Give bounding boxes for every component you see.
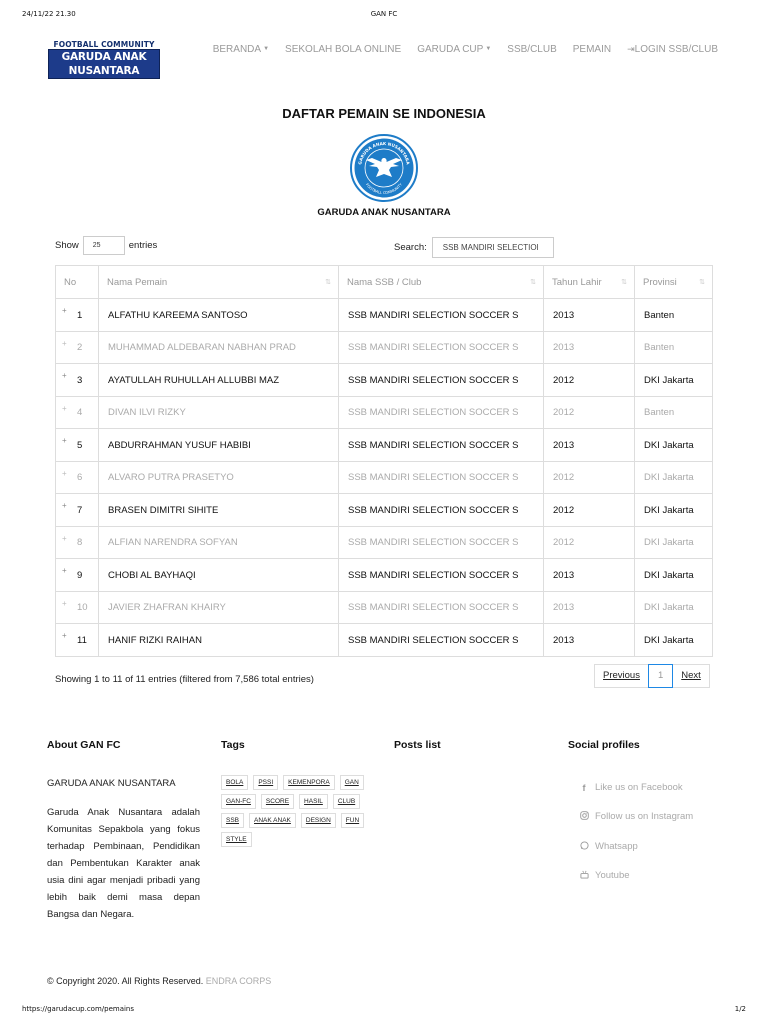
expand-icon[interactable]: +	[62, 534, 67, 543]
cell-tahun-lahir: 2013	[544, 624, 635, 657]
cell-tahun-lahir: 2012	[544, 527, 635, 559]
cell-no[interactable]: + 2	[56, 332, 99, 364]
header-label: Provinsi	[643, 276, 677, 288]
search-label: Search:	[394, 242, 427, 253]
facebook-icon: f	[582, 782, 586, 793]
nav-menu	[213, 44, 718, 55]
logo-line-2: GARUDA ANAK NUSANTARA	[48, 49, 160, 79]
table-row[interactable]	[56, 559, 713, 592]
club-emblem-icon	[348, 134, 420, 202]
column-header-tahun-lahir[interactable]	[544, 266, 635, 299]
cell-provinsi: DKI Jakarta	[635, 559, 713, 592]
tag-link[interactable]: GAN-FC	[221, 794, 256, 809]
header-label: No	[64, 276, 77, 288]
cell-nama-pemain: CHOBI AL BAYHAQI	[99, 559, 339, 592]
cell-nama-ssb: SSB MANDIRI SELECTION SOCCER S	[339, 494, 544, 527]
social-link-facebook[interactable]	[579, 782, 683, 793]
cell-provinsi: DKI Jakarta	[635, 364, 713, 397]
column-header-nama-ssb[interactable]	[339, 266, 544, 299]
cell-no[interactable]: + 6	[56, 462, 99, 494]
footer-about-title: About GAN FC	[47, 739, 121, 751]
tag-link[interactable]: DESIGN	[301, 813, 336, 828]
cell-provinsi: DKI Jakarta	[635, 429, 713, 462]
expand-icon[interactable]: +	[62, 306, 67, 315]
expand-icon[interactable]: +	[62, 339, 67, 348]
expand-icon[interactable]: +	[62, 631, 67, 640]
cell-nama-ssb: SSB MANDIRI SELECTION SOCCER S	[339, 299, 544, 332]
tag-link[interactable]: STYLE	[221, 832, 252, 847]
cell-no[interactable]: + 8	[56, 527, 99, 559]
about-description: Garuda Anak Nusantara adalah Komunitas Sepakbola yang fokus terhadap Pembinaan, Pendidikan dan Pembentukan Karakter anak usia dini agar menjadi pribadi yang lebih baik demi masa depan Bangsa dan Negara.	[47, 807, 200, 920]
logo-line-1: FOOTBALL COMMUNITY	[53, 40, 155, 49]
sort-icon: ⇅	[530, 279, 536, 286]
footer-social-title: Social profiles	[568, 739, 640, 751]
table-row[interactable]	[56, 624, 713, 657]
cell-nama-pemain: ALFIAN NARENDRA SOFYAN	[99, 527, 339, 559]
length-control	[55, 236, 157, 255]
print-header	[22, 10, 746, 22]
sort-icon: ⇅	[699, 279, 705, 286]
tag-link[interactable]: GAN	[340, 775, 364, 790]
caret-down-icon: ▼	[263, 46, 270, 53]
corp-link[interactable]: ENDRA CORPS	[205, 976, 272, 986]
tag-link[interactable]: ANAK ANAK	[249, 813, 296, 828]
entries-select[interactable]: 25	[83, 236, 125, 255]
nav-item-garuda-cup[interactable]	[417, 44, 491, 55]
table-row[interactable]	[56, 494, 713, 527]
social-link-instagram[interactable]	[579, 811, 693, 822]
table-row[interactable]	[56, 462, 713, 494]
social-label: Youtube	[595, 870, 630, 881]
nav-label: BERANDA	[212, 44, 262, 55]
nav-label: GARUDA CUP	[417, 44, 484, 55]
cell-provinsi: Banten	[635, 397, 713, 429]
tag-link[interactable]: BOLA	[221, 775, 248, 790]
cell-nama-pemain: DIVAN ILVI RIZKY	[99, 397, 339, 429]
cell-tahun-lahir: 2012	[544, 397, 635, 429]
table-row[interactable]	[56, 429, 713, 462]
players-table	[55, 265, 713, 657]
print-title: GAN FC	[370, 10, 398, 18]
expand-icon[interactable]: +	[62, 469, 67, 478]
cell-provinsi: DKI Jakarta	[635, 624, 713, 657]
cell-nama-ssb: SSB MANDIRI SELECTION SOCCER S	[339, 364, 544, 397]
pagination	[594, 664, 710, 688]
cell-provinsi: Banten	[635, 299, 713, 332]
sort-icon: ⇅	[325, 279, 331, 286]
cell-nama-ssb: SSB MANDIRI SELECTION SOCCER S	[339, 559, 544, 592]
cell-nama-ssb: SSB MANDIRI SELECTION SOCCER S	[339, 397, 544, 429]
cell-nama-ssb: SSB MANDIRI SELECTION SOCCER S	[339, 527, 544, 559]
cell-provinsi: DKI Jakarta	[635, 527, 713, 559]
table-row[interactable]	[56, 364, 713, 397]
entries-label: entries	[128, 240, 158, 251]
nav-label: SSB/CLUB	[507, 44, 557, 55]
print-footer	[22, 1005, 746, 1017]
about-org-name: GARUDA ANAK NUSANTARA	[47, 778, 176, 789]
cell-nama-pemain: BRASEN DIMITRI SIHITE	[99, 494, 339, 527]
caret-down-icon: ▼	[485, 46, 492, 53]
show-label: Show	[55, 240, 79, 251]
svg-text:GARUDA ANAK NUSANTARA: GARUDA ANAK NUSANTARA	[357, 140, 411, 166]
cell-no[interactable]: + 7	[56, 494, 99, 527]
cell-nama-ssb: SSB MANDIRI SELECTION SOCCER S	[339, 332, 544, 364]
tag-link[interactable]: PSSI	[253, 775, 278, 790]
cell-tahun-lahir: 2012	[544, 364, 635, 397]
nav-item-pemain[interactable]	[573, 44, 611, 55]
footer-tags-title: Tags	[221, 739, 245, 751]
cell-provinsi: DKI Jakarta	[635, 462, 713, 494]
expand-icon[interactable]: +	[62, 501, 67, 510]
print-page-number: 1/2	[734, 1005, 746, 1013]
cell-no[interactable]: + 11	[56, 624, 99, 657]
table-row[interactable]	[56, 592, 713, 624]
copyright	[47, 976, 271, 986]
cell-nama-pemain: AYATULLAH RUHULLAH ALLUBBI MAZ	[99, 364, 339, 397]
sort-icon: ⇅	[621, 279, 627, 286]
cell-nama-pemain: MUHAMMAD ALDEBARAN NABHAN PRAD	[99, 332, 339, 364]
cell-nama-pemain: JAVIER ZHAFRAN KHAIRY	[99, 592, 339, 624]
whatsapp-icon	[579, 841, 589, 852]
tag-link[interactable]: FUN	[341, 813, 364, 828]
cell-tahun-lahir: 2013	[544, 429, 635, 462]
svg-text:FOOTBALL COMMUNITY: FOOTBALL COMMUNITY	[364, 182, 404, 196]
social-label: Like us on Facebook	[595, 782, 683, 793]
table-row[interactable]	[56, 332, 713, 364]
nav-label: LOGIN SSB/CLUB	[634, 44, 718, 55]
nav-item-ssb-club[interactable]	[507, 44, 556, 55]
table-row[interactable]	[56, 299, 713, 332]
tag-link[interactable]: SSB	[221, 813, 244, 828]
page-button-current[interactable]: 1	[648, 664, 673, 688]
cell-nama-ssb: SSB MANDIRI SELECTION SOCCER S	[339, 462, 544, 494]
expand-icon[interactable]: +	[62, 371, 67, 380]
cell-tahun-lahir: 2012	[544, 494, 635, 527]
tag-cloud	[221, 775, 371, 847]
column-header-provinsi[interactable]	[635, 266, 713, 299]
login-icon: ⇥	[627, 44, 635, 54]
navbar	[48, 38, 718, 77]
search-input[interactable]: SSB MANDIRI SELECTIOI	[432, 237, 554, 258]
cell-tahun-lahir: 2013	[544, 559, 635, 592]
cell-nama-ssb: SSB MANDIRI SELECTION SOCCER S	[339, 624, 544, 657]
cell-no[interactable]: + 10	[56, 592, 99, 624]
table-info: Showing 1 to 11 of 11 entries (filtered from 7,586 total entries)	[55, 674, 314, 685]
nav-item-sekolah-bola-online[interactable]	[285, 44, 401, 55]
cell-nama-ssb: SSB MANDIRI SELECTION SOCCER S	[339, 592, 544, 624]
footer-posts-title: Posts list	[394, 739, 441, 751]
expand-icon[interactable]: +	[62, 566, 67, 575]
youtube-icon	[579, 870, 589, 881]
column-header-nama-pemain[interactable]	[99, 266, 339, 299]
table-row[interactable]	[56, 397, 713, 429]
table-row[interactable]	[56, 527, 713, 559]
header-label: Nama Pemain	[107, 276, 168, 288]
social-label: Whatsapp	[595, 841, 638, 852]
cell-provinsi: Banten	[635, 332, 713, 364]
tag-link[interactable]: CLUB	[333, 794, 360, 809]
cell-nama-pemain: ABDURRAHMAN YUSUF HABIBI	[99, 429, 339, 462]
cell-tahun-lahir: 2013	[544, 332, 635, 364]
header-label: Nama SSB / Club	[347, 276, 422, 288]
club-name: GARUDA ANAK NUSANTARA	[317, 207, 451, 218]
cell-no[interactable]: + 9	[56, 559, 99, 592]
column-header-no[interactable]	[56, 266, 99, 299]
table-header-row	[56, 266, 713, 299]
nav-label: SEKOLAH BOLA ONLINE	[285, 44, 402, 55]
cell-provinsi: DKI Jakarta	[635, 592, 713, 624]
copyright-text: © Copyright 2020. All Rights Reserved.	[47, 976, 204, 986]
cell-nama-pemain: ALFATHU KAREEMA SANTOSO	[99, 299, 339, 332]
cell-nama-pemain: ALVARO PUTRA PRASETYO	[99, 462, 339, 494]
cell-tahun-lahir: 2013	[544, 592, 635, 624]
social-label: Follow us on Instagram	[595, 811, 694, 822]
search-control	[394, 237, 554, 258]
tag-link[interactable]: SCORE	[261, 794, 294, 809]
print-url: https://garudacup.com/pemains	[22, 1005, 135, 1013]
social-link-whatsapp[interactable]	[579, 841, 638, 852]
header-label: Tahun Lahir	[552, 276, 602, 288]
expand-icon[interactable]: +	[62, 436, 67, 445]
site-logo[interactable]	[48, 40, 160, 77]
cell-no[interactable]: + 4	[56, 397, 99, 429]
cell-nama-pemain: HANIF RIZKI RAIHAN	[99, 624, 339, 657]
cell-tahun-lahir: 2012	[544, 462, 635, 494]
print-datetime: 24/11/22 21.30	[22, 10, 76, 18]
tag-link[interactable]: KEMENPORA	[283, 775, 335, 790]
cell-tahun-lahir: 2013	[544, 299, 635, 332]
cell-no[interactable]: + 1	[56, 299, 99, 332]
nav-item-login[interactable]	[627, 44, 718, 55]
tag-link[interactable]: HASIL	[299, 794, 328, 809]
next-button[interactable]: Next	[672, 664, 710, 688]
cell-nama-ssb: SSB MANDIRI SELECTION SOCCER S	[339, 429, 544, 462]
nav-label: PEMAIN	[572, 44, 612, 55]
cell-provinsi: DKI Jakarta	[635, 494, 713, 527]
nav-item-beranda[interactable]	[213, 44, 269, 55]
cell-no[interactable]: + 3	[56, 364, 99, 397]
page-title: DAFTAR PEMAIN SE INDONESIA	[282, 106, 486, 121]
expand-icon[interactable]: +	[62, 599, 67, 608]
instagram-icon	[579, 811, 589, 822]
previous-button[interactable]: Previous	[594, 664, 649, 688]
cell-no[interactable]: + 5	[56, 429, 99, 462]
expand-icon[interactable]: +	[62, 404, 67, 413]
social-link-youtube[interactable]	[579, 870, 630, 881]
